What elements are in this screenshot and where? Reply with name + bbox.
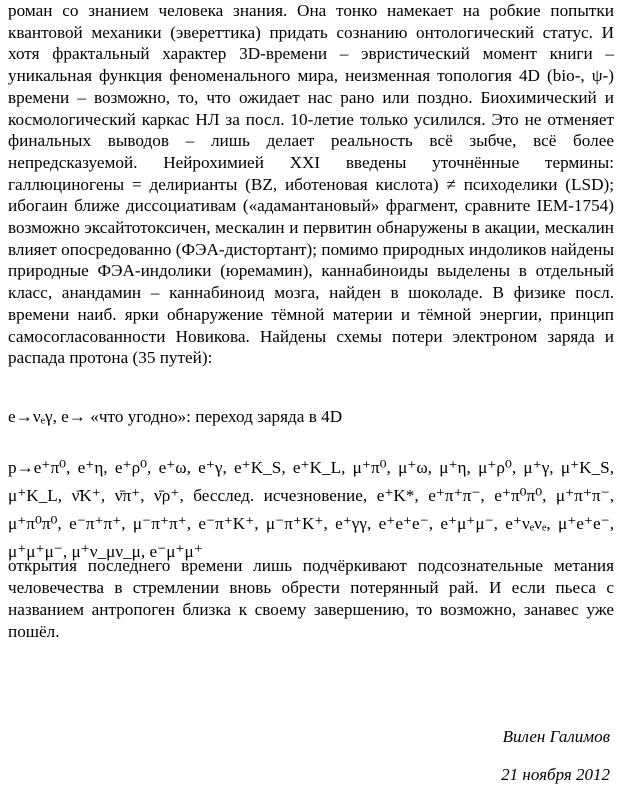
main-paragraph: роман со знанием человека знания. Она тонко намекает на робкие попытки квантовой механики (эвереттика) придать сознанию онтологический статус. И хотя фрактальный характер 3D-времени – эвристический момент книги – уникальная функция феноменального мира, неизменная топология 4D (bio-, ψ-) времени – возможно, то, что ожидает нас рано или поздно. Биохимический и космологический каркас НЛ за посл. 10-летие только усилился. Это не отменяет финальных выводов – лишь делает реальность всё зыбче, всё более непредсказуемой. Нейрохимией XXI введены уточнённые термины: галлюциногены = делирианты (BZ, иботеновая кислота) ≠ психоделики (LSD); ибогаин ближе диссоциативам («адамантановый» фрагмент, сравните IEM-1754) возможно эксайтотоксичен, мескалин и первитин обнаружены в акации, мескалин влияет опосредованно (ФЭА-дистортант); помимо природных индоликов найдены природные ФЭА-индолики (юремамин), каннабиноиды выделены в отдельный класс, анандамин – каннабиноид мозга, найден в шоколаде. В физике посл. времени наиб. ярки обнаружение тёмной материи и тёмной энергии, принцип самосогласованности Новикова. Найдены схемы потери электроном заряда и распада протона (35 путей): bbox=[8, 1, 614, 368]
author-signature: Вилен Галимов bbox=[502, 727, 610, 746]
final-paragraph: открытия последнего времени лишь подчёркивают подсознательные метания человечества в стремлении вновь обрести потерянный рай. И если пьеса с названием антропоген близка к своему завершению, то возможно, занавес уже пошёл. bbox=[8, 556, 614, 641]
electron-decay-equation: e→νₑγ, e→ «что угодно»: переход заряда в 4D bbox=[8, 407, 343, 426]
signature-date: 21 ноября 2012 bbox=[501, 765, 610, 784]
proton-decay-channels: p→e⁺π⁰, e⁺η, e⁺ρ⁰, e⁺ω, e⁺γ, e⁺K_S, e⁺K_L, μ⁺π⁰, μ⁺ω, μ⁺η, μ⁺ρ⁰, μ⁺γ, μ⁺K_S, μ⁺K_L, ν̄K⁺, ν̄π⁺, ν̄ρ⁺, бесслед. исчезновение, e⁺K*, e⁺π⁺π⁻, e⁺π⁰π⁰, μ⁺π⁺π⁻, μ⁺π⁰π⁰, e⁻π⁺π⁺, μ⁻π⁺π⁺, e⁻π⁺K⁺, μ⁻π⁺K⁺, e⁺γγ, e⁺e⁺e⁻, e⁺μ⁺μ⁻, e⁺νₑνₑ, μ⁺e⁺e⁻, μ⁺μ⁺μ⁻, μ⁺ν_μν_μ, e⁻μ⁺μ⁺ bbox=[8, 458, 614, 561]
